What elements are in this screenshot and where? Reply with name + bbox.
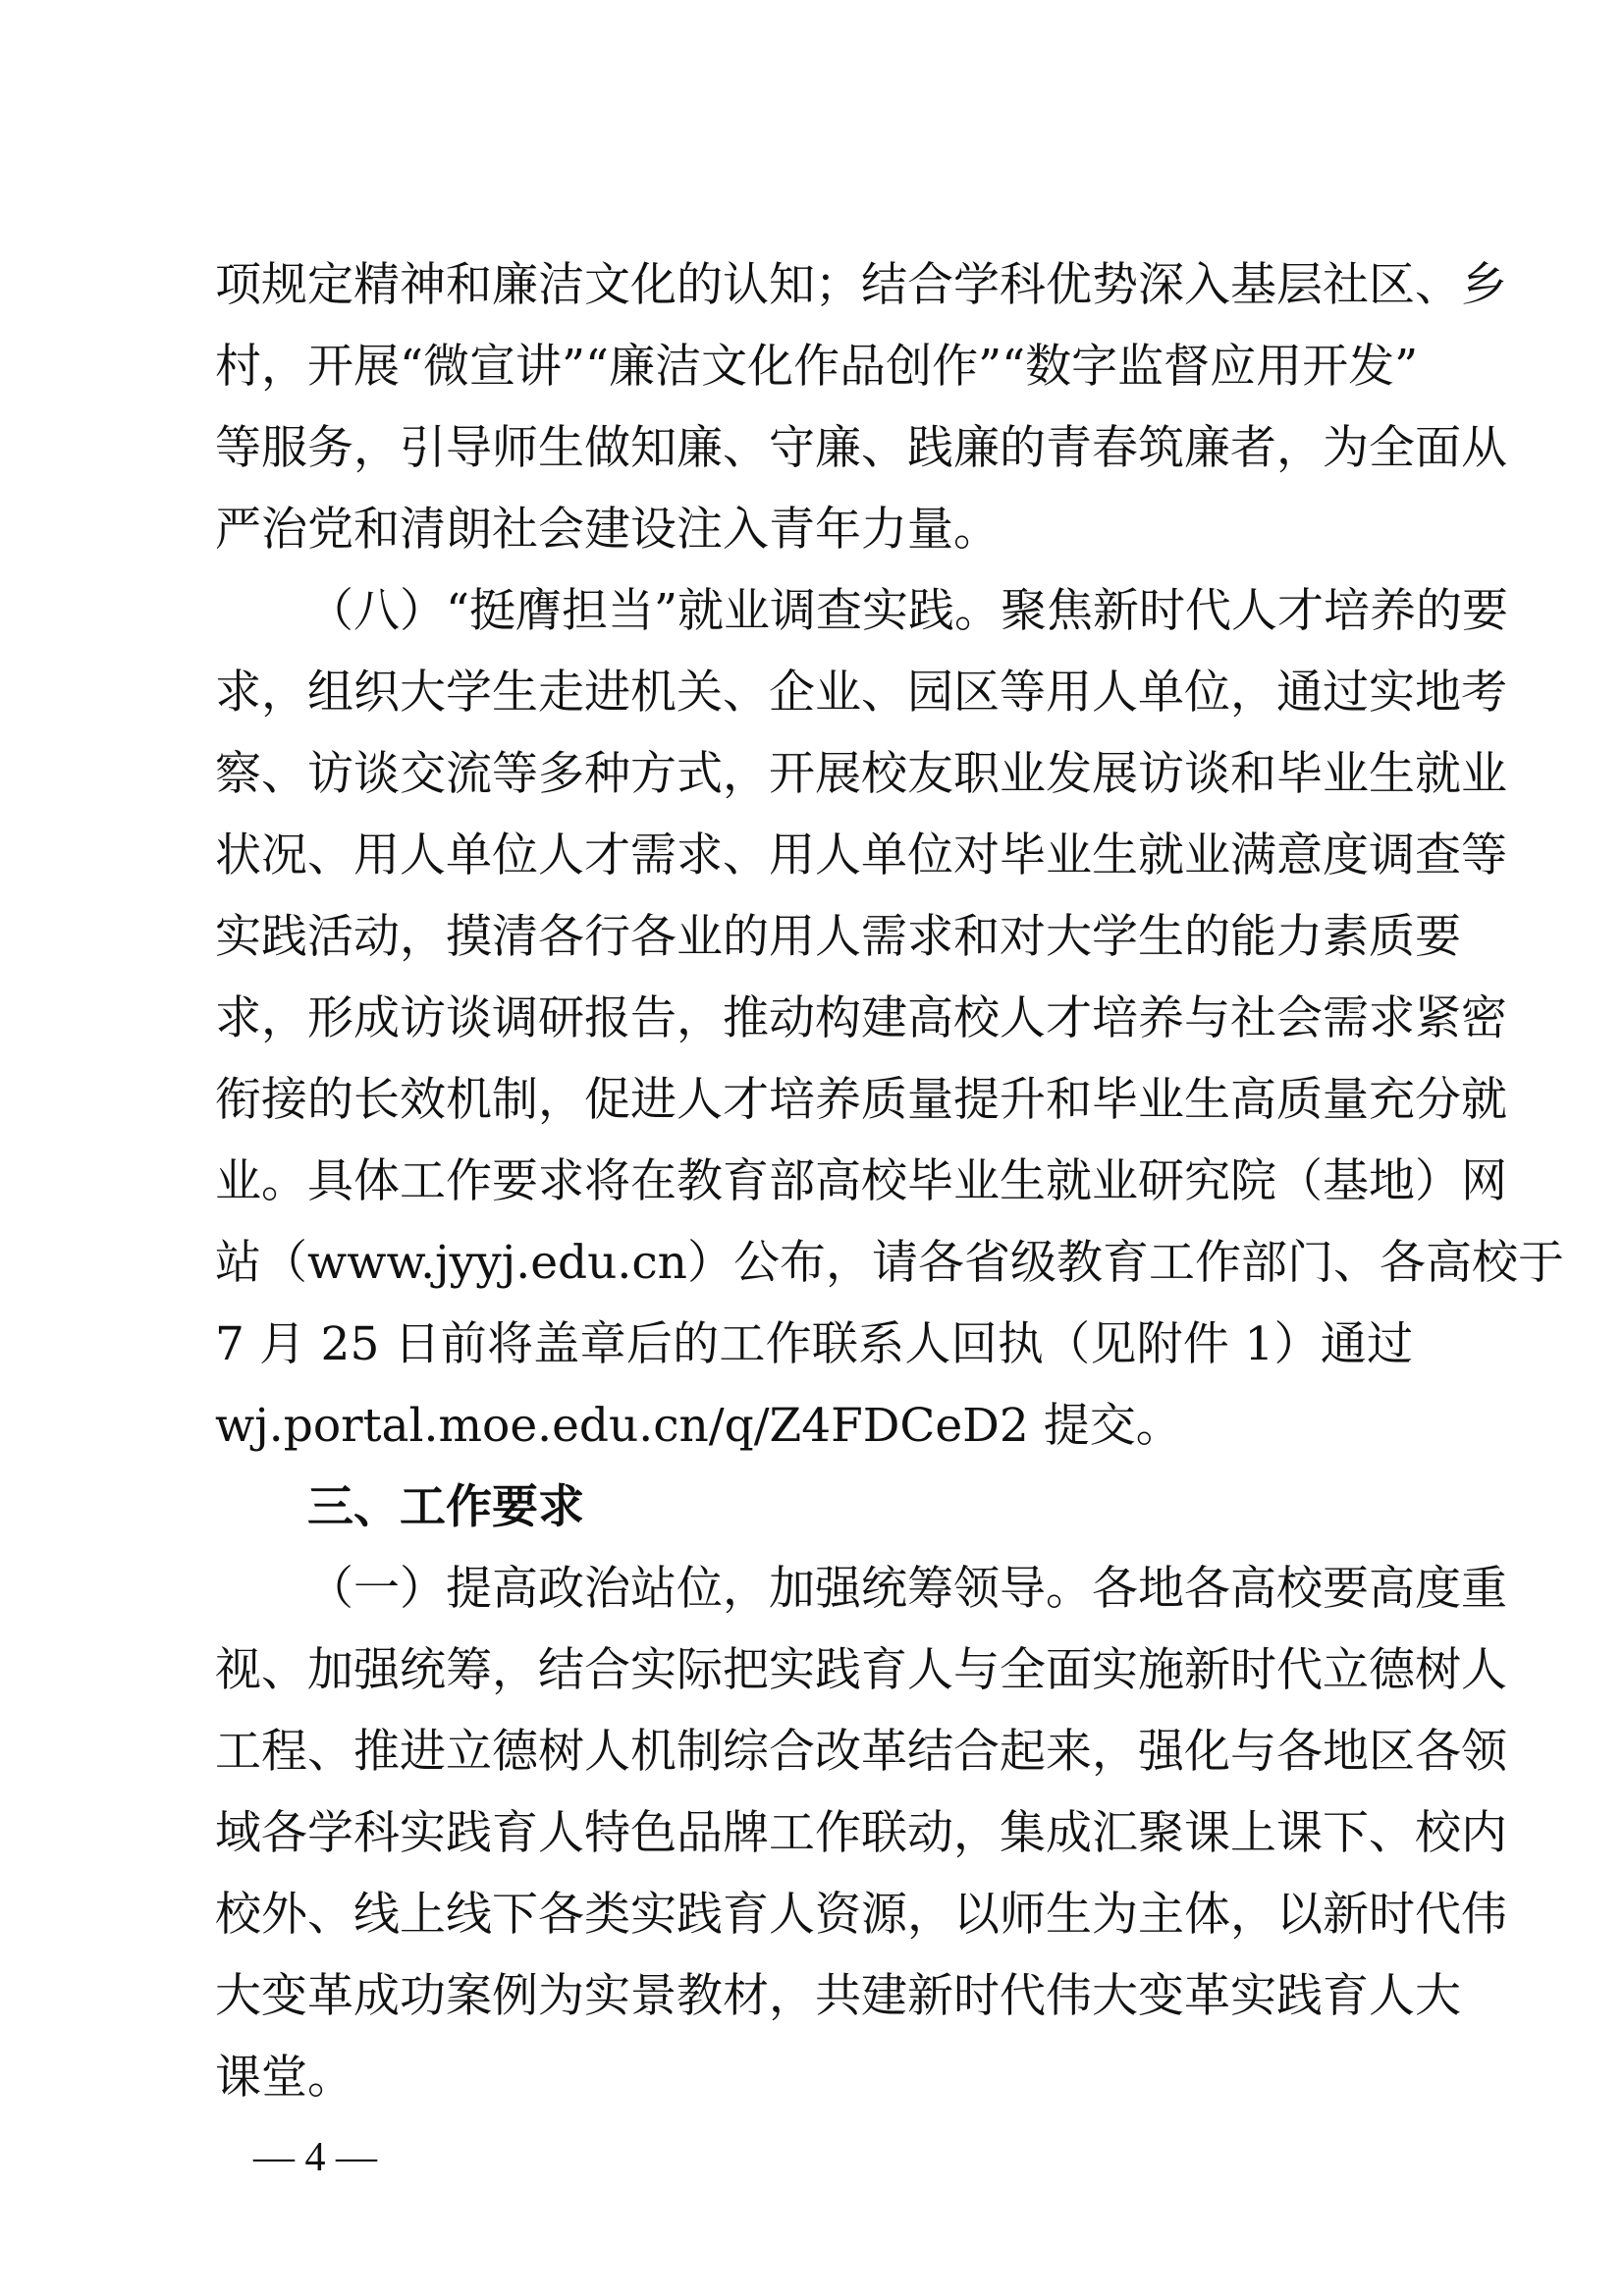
body-text-line: 察、访谈交流等多种方式，开展校友职业发展访谈和毕业生就业 — [215, 747, 1507, 801]
body-text-line: 项规定精神和廉洁文化的认知；结合学科优势深入基层社区、乡 — [215, 258, 1507, 312]
body-text-line: 村，开展“微宣讲”“廉洁文化作品创作”“数字监督应用开发” — [215, 340, 1419, 394]
body-text-line: 域各学科实践育人特色品牌工作联动，集成汇聚课上课下、校内 — [215, 1806, 1507, 1860]
body-text-line: 课堂。 — [215, 2051, 353, 2105]
body-text-line: 实践活动，摸清各行各业的用人需求和对大学生的能力素质要 — [215, 910, 1461, 964]
body-text-line: 视、加强统筹，结合实际把实践育人与全面实施新时代立德树人 — [215, 1643, 1507, 1697]
body-text-line: wj.portal.moe.edu.cn/q/Z4FDCeD2 提交。 — [215, 1399, 1182, 1453]
paragraph-first-line: （八）“挺膺担当”就业调查实践。聚焦新时代人才培养的要 — [307, 584, 1509, 638]
body-text-line: 等服务，引导师生做知廉、守廉、践廉的青春筑廉者，为全面从 — [215, 421, 1507, 475]
section-heading: 三、工作要求 — [307, 1480, 584, 1534]
body-text-line: 状况、用人单位人才需求、用人单位对毕业生就业满意度调查等 — [215, 828, 1507, 882]
body-text-line: 校外、线上线下各类实践育人资源，以师生为主体，以新时代伟 — [215, 1888, 1507, 1942]
body-text-line: 严治党和清朗社会建设注入青年力量。 — [215, 503, 1000, 557]
body-text-line: 求，形成访谈调研报告，推动构建高校人才培养与社会需求紧密 — [215, 991, 1507, 1045]
paragraph-first-line: （一）提高政治站位，加强统筹领导。各地各高校要高度重 — [307, 1562, 1507, 1616]
body-text-line: 求，组织大学生走进机关、企业、园区等用人单位，通过实地考 — [215, 666, 1507, 720]
body-text-line: 7 月 25 日前将盖章后的工作联系人回执（见附件 1）通过 — [215, 1317, 1413, 1371]
body-text-line: 站（www.jyyj.edu.cn）公布，请各省级教育工作部门、各高校于 — [215, 1236, 1564, 1290]
body-text-line: 工程、推进立德树人机制综合改革结合起来，强化与各地区各领 — [215, 1725, 1507, 1779]
body-text-line: 衔接的长效机制，促进人才培养质量提升和毕业生高质量充分就 — [215, 1073, 1507, 1127]
body-text-line: 大变革成功案例为实景教材，共建新时代伟大变革实践育人大 — [215, 1969, 1461, 2023]
body-text-line: 业。具体工作要求将在教育部高校毕业生就业研究院（基地）网 — [215, 1154, 1507, 1208]
page-number: — 4 — — [253, 2135, 377, 2180]
